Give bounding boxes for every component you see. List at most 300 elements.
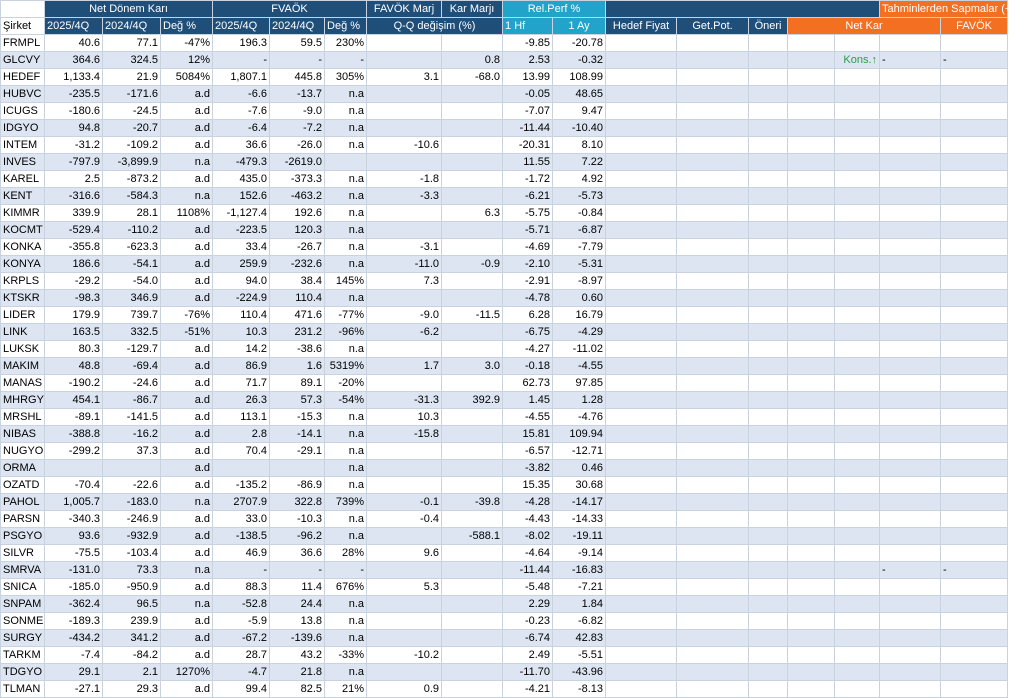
table-row (1, 222, 1008, 239)
cell-relperf-1ay: 9.47 (553, 103, 606, 120)
cell-fvaok-deg: n.a (325, 528, 367, 545)
cell-netkar-b (835, 630, 880, 647)
cell-netkar-a (788, 409, 835, 426)
cell-get-pot (677, 86, 749, 103)
cell-netkar-b (835, 35, 880, 52)
cell-net-deg: 1270% (161, 664, 213, 681)
cell-net-2025: 40.6 (45, 35, 103, 52)
cell-netkar-a (788, 681, 835, 698)
cell-relperf-1ay: -14.33 (553, 511, 606, 528)
cell-net-deg: a.d (161, 477, 213, 494)
cell-netkar-b (835, 154, 880, 171)
cell-favok-marj (367, 205, 442, 222)
cell-get-pot (677, 647, 749, 664)
cell-net-deg: n.a (161, 188, 213, 205)
cell-oneri (749, 324, 788, 341)
cell-netkar-c (880, 103, 941, 120)
cell-relperf-1ay: -4.76 (553, 409, 606, 426)
cell-net-deg: a.d (161, 222, 213, 239)
cell-get-pot (677, 494, 749, 511)
cell-hedef-fiyat (606, 324, 677, 341)
cell-fvaok-deg: -20% (325, 375, 367, 392)
cell-hedef-fiyat (606, 409, 677, 426)
cell-fvaok-2024: 120.3 (270, 222, 325, 239)
cell-fvaok-2025: 152.6 (213, 188, 270, 205)
cell-kar-marji (442, 239, 503, 256)
cell-netkar-b (835, 188, 880, 205)
cell-netkar-c: - (880, 562, 941, 579)
cell-fvaok-deg: n.a (325, 443, 367, 460)
cell-oneri (749, 392, 788, 409)
cell-fvaok-deg: -96% (325, 324, 367, 341)
cell-fvaok-2025: - (213, 562, 270, 579)
cell-kar-marji (442, 579, 503, 596)
cell-oneri (749, 494, 788, 511)
cell-fvaok-2024: 192.6 (270, 205, 325, 222)
cell-get-pot (677, 205, 749, 222)
cell-relperf-1ay: 8.10 (553, 137, 606, 154)
cell-fvaok-2024: - (270, 52, 325, 69)
cell-favok-marj (367, 341, 442, 358)
cell-relperf-1hf: -4.28 (503, 494, 553, 511)
cell-favok (941, 86, 1008, 103)
cell-get-pot (677, 256, 749, 273)
cell-kar-marji (442, 137, 503, 154)
cell-fvaok-2024: -13.7 (270, 86, 325, 103)
cell-kar-marji (442, 35, 503, 52)
cell-oneri (749, 630, 788, 647)
cell-net-2025: 80.3 (45, 341, 103, 358)
cell-oneri (749, 681, 788, 698)
table-row (1, 562, 1008, 579)
cell-netkar-b (835, 137, 880, 154)
cell-net-2025: -70.4 (45, 477, 103, 494)
cell-relperf-1ay: -19.11 (553, 528, 606, 545)
cell-favok (941, 545, 1008, 562)
group-header-row (1, 1, 1008, 18)
cell-kar-marji (442, 375, 503, 392)
cell-fvaok-2024: -86.9 (270, 477, 325, 494)
cell-net-deg: -76% (161, 307, 213, 324)
cell-kar-marji: -11.5 (442, 307, 503, 324)
cell-net-2025: 179.9 (45, 307, 103, 324)
cell-netkar-c (880, 681, 941, 698)
cell-netkar-a (788, 511, 835, 528)
cell-relperf-1hf: -4.78 (503, 290, 553, 307)
cell-sirket: ICUGS (1, 103, 45, 120)
cell-get-pot (677, 511, 749, 528)
cell-relperf-1ay: -6.82 (553, 613, 606, 630)
cell-hedef-fiyat (606, 341, 677, 358)
cell-netkar-a (788, 290, 835, 307)
cell-hedef-fiyat (606, 69, 677, 86)
cell-favok-marj (367, 52, 442, 69)
cell-relperf-1ay: 108.99 (553, 69, 606, 86)
cell-netkar-c (880, 511, 941, 528)
cell-fvaok-2025: 33.4 (213, 239, 270, 256)
cell-net-deg: a.d (161, 630, 213, 647)
cell-kar-marji (442, 613, 503, 630)
cell-fvaok-2025: 2707.9 (213, 494, 270, 511)
cell-kar-marji (442, 647, 503, 664)
cell-favok-marj: 10.3 (367, 409, 442, 426)
table-row (1, 86, 1008, 103)
cell-kar-marji (442, 324, 503, 341)
cell-net-2025: -316.6 (45, 188, 103, 205)
cell-netkar-b (835, 426, 880, 443)
cell-kar-marji (442, 103, 503, 120)
cell-netkar-a (788, 494, 835, 511)
cell-fvaok-2024: - (270, 562, 325, 579)
cell-hedef-fiyat (606, 307, 677, 324)
cell-sirket: LUKSK (1, 341, 45, 358)
cell-get-pot (677, 35, 749, 52)
cell-netkar-b (835, 579, 880, 596)
cell-kar-marji (442, 188, 503, 205)
cell-net-deg: a.d (161, 460, 213, 477)
cell-kar-marji: -39.8 (442, 494, 503, 511)
cell-netkar-c (880, 460, 941, 477)
cell-hedef-fiyat (606, 375, 677, 392)
cell-sirket: SONME (1, 613, 45, 630)
cell-fvaok-2025: 14.2 (213, 341, 270, 358)
cell-netkar-b (835, 86, 880, 103)
cell-net-2024: -584.3 (103, 188, 161, 205)
cell-fvaok-2025: 94.0 (213, 273, 270, 290)
cell-net-2024: 96.5 (103, 596, 161, 613)
cell-fvaok-2024: -26.0 (270, 137, 325, 154)
cell-favok-marj: -3.3 (367, 188, 442, 205)
cell-get-pot (677, 409, 749, 426)
cell-favok-marj (367, 460, 442, 477)
table-row (1, 35, 1008, 52)
group-tahmin-sapmalar: Tahminlerden Sapmalar (+-%5) (880, 1, 1008, 18)
cell-kar-marji (442, 341, 503, 358)
cell-relperf-1ay: -5.51 (553, 647, 606, 664)
cell-net-2024: -623.3 (103, 239, 161, 256)
cell-relperf-1hf: -4.21 (503, 681, 553, 698)
cell-relperf-1ay: -8.13 (553, 681, 606, 698)
cell-favok (941, 613, 1008, 630)
cell-netkar-b (835, 273, 880, 290)
cell-fvaok-2024: 471.6 (270, 307, 325, 324)
cell-netkar-c (880, 273, 941, 290)
cell-net-deg: a.d (161, 103, 213, 120)
cell-fvaok-2025: 71.7 (213, 375, 270, 392)
cell-net-deg: n.a (161, 596, 213, 613)
cell-relperf-1ay: -7.79 (553, 239, 606, 256)
cell-netkar-b (835, 120, 880, 137)
cell-fvaok-deg: -54% (325, 392, 367, 409)
cell-oneri (749, 647, 788, 664)
cell-net-deg: a.d (161, 341, 213, 358)
table-row (1, 681, 1008, 698)
cell-oneri (749, 664, 788, 681)
cell-netkar-b (835, 341, 880, 358)
cell-oneri (749, 273, 788, 290)
cell-netkar-c: - (880, 52, 941, 69)
cell-netkar-a (788, 205, 835, 222)
cell-kar-marji (442, 562, 503, 579)
cell-favok (941, 358, 1008, 375)
cell-favok-marj: 1.7 (367, 358, 442, 375)
cell-net-2025: 1,005.7 (45, 494, 103, 511)
cell-sirket: KAREL (1, 171, 45, 188)
cell-net-2025: -299.2 (45, 443, 103, 460)
cell-get-pot (677, 341, 749, 358)
cell-net-deg: a.d (161, 171, 213, 188)
col-fvaok-2025: 2025/4Q (213, 18, 270, 35)
cell-sirket: TDGYO (1, 664, 45, 681)
cell-netkar-a (788, 426, 835, 443)
cell-get-pot (677, 137, 749, 154)
cell-netkar-b (835, 511, 880, 528)
cell-fvaok-2025: 196.3 (213, 35, 270, 52)
table-row (1, 494, 1008, 511)
cell-netkar-a (788, 137, 835, 154)
cell-relperf-1ay: 42.83 (553, 630, 606, 647)
cell-netkar-a (788, 545, 835, 562)
cell-oneri (749, 205, 788, 222)
cell-net-2024: -183.0 (103, 494, 161, 511)
cell-fvaok-2025: -5.9 (213, 613, 270, 630)
cell-fvaok-2024: 445.8 (270, 69, 325, 86)
cell-sirket: KIMMR (1, 205, 45, 222)
cell-netkar-c (880, 579, 941, 596)
cell-hedef-fiyat (606, 596, 677, 613)
cell-netkar-b (835, 375, 880, 392)
cell-oneri (749, 103, 788, 120)
cell-netkar-c (880, 630, 941, 647)
cell-kar-marji: 0.8 (442, 52, 503, 69)
cell-net-2025: -89.1 (45, 409, 103, 426)
cell-netkar-b (835, 256, 880, 273)
cell-sirket: KTSKR (1, 290, 45, 307)
cell-kar-marji (442, 681, 503, 698)
cell-fvaok-2024: -10.3 (270, 511, 325, 528)
cell-netkar-c (880, 86, 941, 103)
cell-hedef-fiyat (606, 579, 677, 596)
cell-favok-marj: -31.3 (367, 392, 442, 409)
cell-relperf-1ay: -10.40 (553, 120, 606, 137)
cell-hedef-fiyat (606, 256, 677, 273)
cell-netkar-a (788, 324, 835, 341)
cell-fvaok-2025: -67.2 (213, 630, 270, 647)
cell-hedef-fiyat (606, 511, 677, 528)
cell-fvaok-2024: -2619.0 (270, 154, 325, 171)
table-row (1, 477, 1008, 494)
cell-get-pot (677, 664, 749, 681)
cell-favok (941, 579, 1008, 596)
cell-net-deg: 5084% (161, 69, 213, 86)
cell-netkar-a (788, 579, 835, 596)
cell-netkar-a (788, 120, 835, 137)
cell-net-2024 (103, 460, 161, 477)
cell-relperf-1ay: 1.84 (553, 596, 606, 613)
cell-netkar-c (880, 290, 941, 307)
cell-oneri (749, 443, 788, 460)
cell-netkar-a (788, 358, 835, 375)
cell-netkar-a (788, 528, 835, 545)
table-row (1, 324, 1008, 341)
cell-netkar-a (788, 664, 835, 681)
cell-relperf-1ay: 97.85 (553, 375, 606, 392)
cell-netkar-a (788, 443, 835, 460)
cell-favok (941, 103, 1008, 120)
cell-hedef-fiyat (606, 137, 677, 154)
cell-fvaok-deg: n.a (325, 596, 367, 613)
cell-fvaok-2024: 59.5 (270, 35, 325, 52)
cell-fvaok-deg: n.a (325, 120, 367, 137)
cell-netkar-c (880, 341, 941, 358)
cell-kar-marji: -588.1 (442, 528, 503, 545)
cell-relperf-1hf: -4.55 (503, 409, 553, 426)
cell-sirket: PAHOL (1, 494, 45, 511)
col-sirket: Şirket (1, 18, 45, 35)
cell-fvaok-2025: 1,807.1 (213, 69, 270, 86)
cell-fvaok-2025: -6.4 (213, 120, 270, 137)
cell-fvaok-2025: - (213, 52, 270, 69)
cell-fvaok-2024: -38.6 (270, 341, 325, 358)
table-row (1, 103, 1008, 120)
cell-relperf-1ay: -0.84 (553, 205, 606, 222)
cell-relperf-1hf: -5.75 (503, 205, 553, 222)
cell-netkar-b (835, 545, 880, 562)
cell-netkar-c (880, 409, 941, 426)
cell-relperf-1ay: 48.65 (553, 86, 606, 103)
table-row (1, 426, 1008, 443)
cell-net-2025: 454.1 (45, 392, 103, 409)
cell-hedef-fiyat (606, 630, 677, 647)
cell-oneri (749, 545, 788, 562)
cell-netkar-c (880, 256, 941, 273)
cell-favok (941, 392, 1008, 409)
cell-favok (941, 239, 1008, 256)
cell-fvaok-2025: 28.7 (213, 647, 270, 664)
cell-kar-marji (442, 171, 503, 188)
cell-sirket: NIBAS (1, 426, 45, 443)
cell-fvaok-2025: -7.6 (213, 103, 270, 120)
cell-sirket: ORMA (1, 460, 45, 477)
cell-net-2024: -84.2 (103, 647, 161, 664)
cell-fvaok-deg: n.a (325, 103, 367, 120)
cell-favok (941, 307, 1008, 324)
cell-net-2024: -16.2 (103, 426, 161, 443)
cell-favok-marj: -11.0 (367, 256, 442, 273)
cell-relperf-1ay: -4.29 (553, 324, 606, 341)
cell-sirket: HEDEF (1, 69, 45, 86)
cell-netkar-c (880, 664, 941, 681)
cell-netkar-a (788, 35, 835, 52)
cell-net-2024: -24.5 (103, 103, 161, 120)
cell-relperf-1hf: -2.10 (503, 256, 553, 273)
cell-favok-marj (367, 35, 442, 52)
cell-sirket: KOCMT (1, 222, 45, 239)
cell-sirket: INTEM (1, 137, 45, 154)
cell-relperf-1ay: 0.46 (553, 460, 606, 477)
cell-relperf-1hf: -6.74 (503, 630, 553, 647)
cell-netkar-b (835, 358, 880, 375)
cell-relperf-1ay: -6.87 (553, 222, 606, 239)
cell-relperf-1ay: -14.17 (553, 494, 606, 511)
cell-fvaok-2024: 110.4 (270, 290, 325, 307)
table-row (1, 545, 1008, 562)
cell-get-pot (677, 154, 749, 171)
cell-kar-marji (442, 664, 503, 681)
table-row (1, 647, 1008, 664)
cell-fvaok-2024: 231.2 (270, 324, 325, 341)
cell-hedef-fiyat (606, 86, 677, 103)
cell-fvaok-2025: 88.3 (213, 579, 270, 596)
cell-oneri (749, 528, 788, 545)
table-row (1, 188, 1008, 205)
cell-oneri (749, 137, 788, 154)
cell-fvaok-deg: n.a (325, 188, 367, 205)
cell-relperf-1ay: -12.71 (553, 443, 606, 460)
cell-fvaok-deg: n.a (325, 239, 367, 256)
cell-sirket: MANAS (1, 375, 45, 392)
cell-fvaok-2025: -52.8 (213, 596, 270, 613)
cell-get-pot (677, 375, 749, 392)
cell-netkar-c (880, 222, 941, 239)
cell-fvaok-2024: -232.6 (270, 256, 325, 273)
cell-oneri (749, 222, 788, 239)
cell-sirket: LINK (1, 324, 45, 341)
cell-netkar-c (880, 69, 941, 86)
cell-favok-marj: -0.1 (367, 494, 442, 511)
cell-net-2025: -340.3 (45, 511, 103, 528)
cell-relperf-1ay: -43.96 (553, 664, 606, 681)
cell-netkar-c (880, 375, 941, 392)
cell-oneri (749, 596, 788, 613)
cell-fvaok-deg: 28% (325, 545, 367, 562)
cell-favok-marj (367, 596, 442, 613)
cell-fvaok-deg: - (325, 562, 367, 579)
cell-fvaok-2025 (213, 460, 270, 477)
cell-favok: - (941, 52, 1008, 69)
cell-netkar-c (880, 426, 941, 443)
cell-relperf-1hf: -20.31 (503, 137, 553, 154)
cell-get-pot (677, 613, 749, 630)
col-favok: FAVÖK (941, 18, 1008, 35)
cell-favok-marj: 7.3 (367, 273, 442, 290)
cell-net-2024: -3,899.9 (103, 154, 161, 171)
cell-relperf-1hf: -6.57 (503, 443, 553, 460)
cell-net-deg: a.d (161, 681, 213, 698)
cell-oneri (749, 120, 788, 137)
cell-favok-marj: -10.2 (367, 647, 442, 664)
cell-oneri (749, 579, 788, 596)
cell-net-deg: a.d (161, 409, 213, 426)
cell-get-pot (677, 324, 749, 341)
cell-relperf-1hf: 15.81 (503, 426, 553, 443)
cell-oneri (749, 188, 788, 205)
cell-favok-marj (367, 443, 442, 460)
cell-favok-marj (367, 528, 442, 545)
cell-net-2024: 28.1 (103, 205, 161, 222)
table-row (1, 358, 1008, 375)
cell-sirket: SNPAM (1, 596, 45, 613)
cell-fvaok-2025: 86.9 (213, 358, 270, 375)
cell-net-2025: 163.5 (45, 324, 103, 341)
cell-netkar-a (788, 613, 835, 630)
cell-net-2024: -86.7 (103, 392, 161, 409)
cell-kar-marji (442, 273, 503, 290)
cell-sirket: PSGYO (1, 528, 45, 545)
cell-sirket: TLMAN (1, 681, 45, 698)
cell-netkar-a (788, 460, 835, 477)
cell-net-deg: a.d (161, 273, 213, 290)
